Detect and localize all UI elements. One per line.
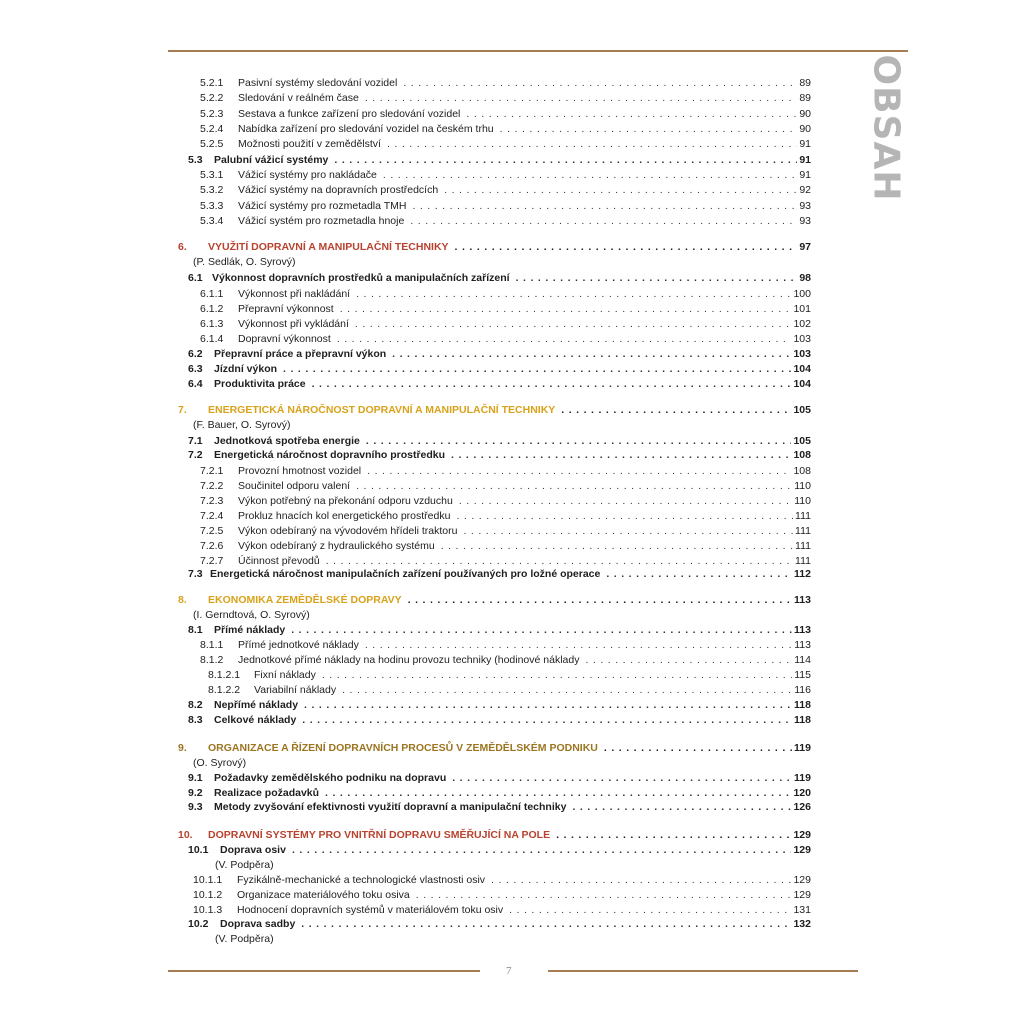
author-line: (V. Podpěra) bbox=[215, 933, 274, 945]
dot-leader bbox=[410, 215, 797, 227]
toc-page-number: 111 bbox=[795, 540, 811, 552]
toc-title: DOPRAVNÍ SYSTÉMY PRO VNITŘNÍ DOPRAVU SMĚŘUJÍCÍ NA POLE bbox=[208, 829, 551, 841]
toc-page-number: 98 bbox=[799, 272, 811, 284]
toc-page-number: 129 bbox=[793, 874, 811, 886]
dot-leader bbox=[283, 363, 791, 375]
toc-title: ENERGETICKÁ NÁROČNOST DOPRAVNÍ A MANIPULAČNÍ TECHNIKY bbox=[208, 404, 556, 416]
dot-leader bbox=[416, 889, 792, 901]
toc-number: 8.1.2.1 bbox=[208, 669, 241, 681]
toc-number: 8.2 bbox=[188, 699, 203, 711]
toc-page-number: 90 bbox=[799, 108, 811, 120]
toc-section[interactable] bbox=[188, 449, 811, 463]
side-title: OBSAH bbox=[865, 54, 907, 202]
toc-number: 7.2.7 bbox=[200, 555, 224, 567]
toc-page-number: 100 bbox=[793, 288, 811, 300]
dot-leader bbox=[301, 918, 791, 930]
toc-page-number: 114 bbox=[794, 654, 811, 666]
toc-page-number: 91 bbox=[799, 138, 811, 150]
toc-title: Výkonnost při nakládání bbox=[238, 288, 351, 300]
toc-page-number: 108 bbox=[793, 449, 811, 461]
toc-page-number: 104 bbox=[793, 378, 811, 390]
top-rule bbox=[168, 50, 908, 52]
toc-page-number: 104 bbox=[793, 363, 811, 375]
toc-page-number: 111 bbox=[795, 525, 811, 537]
toc-title: Součinitel odporu valení bbox=[238, 480, 351, 492]
toc-number: 7.2 bbox=[188, 449, 203, 461]
toc-number: 10.1.1 bbox=[193, 874, 223, 886]
bottom-rule-right bbox=[548, 970, 858, 972]
dot-leader bbox=[366, 435, 792, 447]
toc-page-number: 102 bbox=[793, 318, 811, 330]
toc-title: Vážicí systémy pro rozmetadla TMH bbox=[238, 200, 407, 212]
toc-title: ORGANIZACE A ŘÍZENÍ DOPRAVNÍCH PROCESŮ V ZEMĚDĚLSKÉM PODNIKU bbox=[208, 742, 598, 754]
toc-title: EKONOMIKA ZEMĚDĚLSKÉ DOPRAVY bbox=[208, 594, 402, 606]
toc-page-number: 89 bbox=[799, 92, 811, 104]
dot-leader bbox=[342, 684, 792, 696]
toc-title: Energetická náročnost manipulačních zařízení používaných pro ložné operace bbox=[210, 568, 601, 580]
dot-leader bbox=[516, 272, 798, 284]
dot-leader bbox=[606, 568, 792, 580]
toc-subsection[interactable] bbox=[200, 215, 811, 229]
toc-number: 10. bbox=[178, 829, 193, 841]
toc-subsection[interactable] bbox=[200, 510, 811, 524]
toc-title: Účinnost převodů bbox=[238, 555, 320, 567]
toc-page-number: 91 bbox=[799, 154, 811, 166]
toc-title: Výkonnost dopravních prostředků a manipulačních zařízení bbox=[212, 272, 510, 284]
toc-title: Dopravní výkonnost bbox=[238, 333, 331, 345]
toc-title: Hodnocení dopravních systémů v materiálovém toku osiv bbox=[237, 904, 504, 916]
dot-leader bbox=[459, 495, 792, 507]
toc-page-number: 92 bbox=[799, 184, 811, 196]
toc-number: 10.1.3 bbox=[193, 904, 223, 916]
toc-number: 7.3 bbox=[188, 568, 203, 580]
toc-section[interactable] bbox=[188, 699, 811, 713]
toc-number: 6.1.4 bbox=[200, 333, 224, 345]
dot-leader bbox=[500, 123, 798, 135]
dot-leader bbox=[365, 92, 797, 104]
toc-page-number: 129 bbox=[793, 829, 811, 841]
toc-subsection[interactable] bbox=[200, 77, 811, 91]
dot-leader bbox=[334, 154, 797, 166]
toc-subsection[interactable] bbox=[200, 92, 811, 106]
toc-page-number: 101 bbox=[793, 303, 811, 315]
toc-title: Provozní hmotnost vozidel bbox=[238, 465, 362, 477]
toc-number: 8.1.2.2 bbox=[208, 684, 241, 696]
toc-title: Jednotkové přímé náklady na hodinu provozu techniky (hodinové náklady bbox=[238, 654, 580, 666]
dot-leader bbox=[302, 714, 792, 726]
toc-subsection[interactable] bbox=[200, 200, 811, 214]
toc-subsection[interactable] bbox=[200, 654, 811, 668]
author-line: (P. Sedlák, O. Syrový) bbox=[193, 256, 296, 268]
toc-subsection[interactable] bbox=[200, 639, 811, 653]
dot-leader bbox=[326, 555, 793, 567]
toc-subsection[interactable] bbox=[200, 465, 811, 479]
toc-subsection[interactable] bbox=[193, 889, 811, 903]
toc-title: Organizace materiálového toku osiva bbox=[237, 889, 410, 901]
toc-number: 10.1 bbox=[188, 844, 209, 856]
dot-leader bbox=[356, 480, 792, 492]
toc-section[interactable] bbox=[188, 624, 811, 638]
toc-title: Realizace požadavků bbox=[214, 787, 320, 799]
toc-title: Výkon odebíraný na vývodovém hřídeli traktoru bbox=[238, 525, 458, 537]
dot-leader bbox=[452, 772, 792, 784]
toc-page-number: 105 bbox=[793, 404, 811, 416]
toc-subsection[interactable] bbox=[200, 540, 811, 554]
toc-number: 6. bbox=[178, 241, 187, 253]
toc-title: Palubní vážicí systémy bbox=[214, 154, 329, 166]
toc-number: 8. bbox=[178, 594, 187, 606]
dot-leader bbox=[441, 540, 793, 552]
dot-leader bbox=[561, 404, 791, 416]
toc-number: 5.3.3 bbox=[200, 200, 224, 212]
toc-subsection[interactable] bbox=[200, 108, 811, 122]
toc-number: 7.1 bbox=[188, 435, 203, 447]
toc-page-number: 120 bbox=[793, 787, 811, 799]
toc-page-number: 129 bbox=[793, 844, 811, 856]
toc-subsection[interactable] bbox=[200, 123, 811, 137]
author-line: (O. Syrový) bbox=[193, 757, 247, 769]
toc-title: Vážicí systémy na dopravních prostředcích bbox=[238, 184, 439, 196]
toc-number: 5.2.2 bbox=[200, 92, 224, 104]
toc-number: 5.2.4 bbox=[200, 123, 224, 135]
toc-subsection[interactable] bbox=[200, 184, 811, 198]
toc-section[interactable] bbox=[188, 363, 811, 377]
toc-number: 5.2.5 bbox=[200, 138, 224, 150]
toc-number: 6.1.2 bbox=[200, 303, 224, 315]
dot-leader bbox=[367, 465, 791, 477]
toc-number: 9.3 bbox=[188, 801, 203, 813]
toc-number: 5.2.3 bbox=[200, 108, 224, 120]
toc-subsection[interactable] bbox=[200, 303, 811, 317]
toc-page-number: 97 bbox=[799, 241, 811, 253]
toc-page-number: 112 bbox=[794, 568, 811, 580]
dot-leader bbox=[556, 829, 791, 841]
toc-number: 7. bbox=[178, 404, 187, 416]
toc-number: 9. bbox=[178, 742, 187, 754]
toc-title: Produktivita práce bbox=[214, 378, 306, 390]
toc-number: 5.3.2 bbox=[200, 184, 224, 196]
toc-subsection[interactable] bbox=[200, 333, 811, 347]
dot-leader bbox=[456, 510, 793, 522]
toc-page-number: 108 bbox=[793, 465, 811, 477]
dot-leader bbox=[444, 184, 797, 196]
toc-number: 7.2.5 bbox=[200, 525, 224, 537]
toc-number: 10.2 bbox=[188, 918, 209, 930]
toc-chapter[interactable] bbox=[178, 241, 811, 255]
toc-number: 6.1.1 bbox=[200, 288, 224, 300]
toc-section[interactable] bbox=[188, 787, 811, 801]
dot-leader bbox=[572, 801, 791, 813]
toc-title: VYUŽITÍ DOPRAVNÍ A MANIPULAČNÍ TECHNIKY bbox=[208, 241, 449, 253]
bottom-rule-left bbox=[168, 970, 480, 972]
toc-page-number: 118 bbox=[794, 714, 811, 726]
toc-section[interactable] bbox=[188, 714, 811, 728]
dot-leader bbox=[355, 318, 792, 330]
dot-leader bbox=[322, 669, 792, 681]
toc-subsection[interactable] bbox=[193, 874, 811, 888]
toc-page-number: 111 bbox=[795, 510, 811, 522]
toc-title: Přímé jednotkové náklady bbox=[238, 639, 359, 651]
toc-title: Výkon odebíraný z hydraulického systému bbox=[238, 540, 435, 552]
dot-leader bbox=[340, 303, 792, 315]
dot-leader bbox=[356, 288, 791, 300]
toc-title: Metody zvyšování efektivnosti využití dopravní a manipulační techniky bbox=[214, 801, 567, 813]
toc-subsection[interactable] bbox=[200, 480, 811, 494]
toc-subsection[interactable] bbox=[200, 495, 811, 509]
toc-subsection[interactable] bbox=[193, 904, 811, 918]
dot-leader bbox=[291, 624, 792, 636]
toc-title: Nabídka zařízení pro sledování vozidel na českém trhu bbox=[238, 123, 494, 135]
toc-section[interactable] bbox=[188, 801, 811, 815]
toc-page-number: 132 bbox=[793, 918, 811, 930]
toc-number: 8.1.2 bbox=[200, 654, 224, 666]
toc-page-number: 93 bbox=[799, 200, 811, 212]
toc-subsection[interactable] bbox=[200, 525, 811, 539]
toc-title: Sledování v reálném čase bbox=[238, 92, 359, 104]
toc-number: 6.1 bbox=[188, 272, 203, 284]
toc-title: Přepravní práce a přepravní výkon bbox=[214, 348, 387, 360]
dot-leader bbox=[403, 77, 797, 89]
toc-title: Přímé náklady bbox=[214, 624, 286, 636]
toc-title: Požadavky zemědělského podniku na dopravu bbox=[214, 772, 447, 784]
toc-page-number: 116 bbox=[794, 684, 811, 696]
toc-page-number: 111 bbox=[795, 555, 811, 567]
toc-chapter[interactable] bbox=[178, 742, 811, 756]
dot-leader bbox=[491, 874, 791, 886]
dot-leader bbox=[463, 525, 793, 537]
toc-title: Přepravní výkonnost bbox=[238, 303, 334, 315]
toc-page-number: 105 bbox=[793, 435, 811, 447]
toc-subsection[interactable] bbox=[200, 138, 811, 152]
dot-leader bbox=[304, 699, 792, 711]
toc-subsection[interactable] bbox=[200, 318, 811, 332]
toc-page-number: 113 bbox=[794, 594, 811, 606]
toc-page-number: 103 bbox=[793, 348, 811, 360]
toc-page-number: 110 bbox=[794, 495, 811, 507]
toc-number: 7.2.3 bbox=[200, 495, 224, 507]
toc-page-number: 131 bbox=[793, 904, 811, 916]
toc-number: 7.2.4 bbox=[200, 510, 224, 522]
toc-page-number: 115 bbox=[794, 669, 811, 681]
toc-number: 9.2 bbox=[188, 787, 203, 799]
dot-leader bbox=[455, 241, 798, 253]
dot-leader bbox=[292, 844, 792, 856]
dot-leader bbox=[466, 108, 797, 120]
toc-page-number: 119 bbox=[794, 772, 811, 784]
toc-number: 8.1.1 bbox=[200, 639, 224, 651]
toc-title: Doprava osiv bbox=[220, 844, 286, 856]
toc-section[interactable] bbox=[188, 272, 811, 286]
dot-leader bbox=[412, 200, 797, 212]
toc-title: Celkové náklady bbox=[214, 714, 297, 726]
dot-leader bbox=[585, 654, 792, 666]
toc-section[interactable] bbox=[188, 918, 811, 932]
author-line: (I. Gerndtová, O. Syrový) bbox=[193, 609, 310, 621]
dot-leader bbox=[451, 449, 791, 461]
toc-page-number: 119 bbox=[794, 742, 811, 754]
toc-title: Výkonnost při vykládání bbox=[238, 318, 349, 330]
dot-leader bbox=[365, 639, 792, 651]
toc-subsection[interactable] bbox=[200, 169, 811, 183]
toc-title: Variabilní náklady bbox=[254, 684, 337, 696]
toc-number: 10.1.2 bbox=[193, 889, 223, 901]
toc-section[interactable] bbox=[188, 844, 811, 858]
toc-number: 7.2.1 bbox=[200, 465, 224, 477]
toc-title: Sestava a funkce zařízení pro sledování vozidel bbox=[238, 108, 461, 120]
toc-number: 8.1 bbox=[188, 624, 203, 636]
toc-title: Pasivní systémy sledování vozidel bbox=[238, 77, 398, 89]
toc-page-number: 93 bbox=[799, 215, 811, 227]
toc-page-number: 91 bbox=[799, 169, 811, 181]
dot-leader bbox=[383, 169, 797, 181]
toc-chapter[interactable] bbox=[178, 829, 811, 843]
dot-leader bbox=[604, 742, 792, 754]
dot-leader bbox=[392, 348, 791, 360]
toc-title: Fyzikálně-mechanické a technologické vlastnosti osiv bbox=[237, 874, 486, 886]
toc-section[interactable] bbox=[188, 435, 811, 449]
toc-chapter[interactable] bbox=[178, 404, 811, 418]
toc-number: 7.2.2 bbox=[200, 480, 224, 492]
toc-title: Prokluz hnacích kol energetického prostředku bbox=[238, 510, 451, 522]
toc-subsection[interactable] bbox=[208, 669, 811, 683]
dot-leader bbox=[408, 594, 792, 606]
toc-section[interactable] bbox=[188, 568, 811, 582]
toc-title: Výkon potřebný na překonání odporu vzduchu bbox=[238, 495, 453, 507]
toc-title: Nepřímé náklady bbox=[214, 699, 299, 711]
dot-leader bbox=[509, 904, 791, 916]
author-line: (F. Bauer, O. Syrový) bbox=[193, 419, 291, 431]
toc-number: 8.3 bbox=[188, 714, 203, 726]
dot-leader bbox=[387, 138, 797, 150]
toc-page-number: 90 bbox=[799, 123, 811, 135]
toc-title: Fixní náklady bbox=[254, 669, 316, 681]
toc-page-number: 103 bbox=[793, 333, 811, 345]
toc-section[interactable] bbox=[188, 348, 811, 362]
toc-page-number: 126 bbox=[793, 801, 811, 813]
toc-number: 7.2.6 bbox=[200, 540, 224, 552]
toc-section[interactable] bbox=[188, 378, 811, 392]
toc-number: 5.3.1 bbox=[200, 169, 224, 181]
toc-subsection[interactable] bbox=[208, 684, 811, 698]
toc-chapter[interactable] bbox=[178, 594, 811, 608]
toc-number: 6.3 bbox=[188, 363, 203, 375]
toc-subsection[interactable] bbox=[200, 288, 811, 302]
toc-number: 5.3.4 bbox=[200, 215, 224, 227]
toc-number: 5.3 bbox=[188, 154, 203, 166]
toc-page-number: 113 bbox=[794, 639, 811, 651]
toc-subsection[interactable] bbox=[200, 555, 811, 569]
toc-page-number: 129 bbox=[793, 889, 811, 901]
toc-title: Možnosti použití v zemědělství bbox=[238, 138, 381, 150]
toc-page-number: 113 bbox=[794, 624, 811, 636]
toc-number: 6.4 bbox=[188, 378, 203, 390]
page-number: 7 bbox=[506, 965, 512, 977]
toc-section[interactable] bbox=[188, 154, 811, 168]
toc-title: Doprava sadby bbox=[220, 918, 296, 930]
toc-title: Energetická náročnost dopravního prostředku bbox=[214, 449, 446, 461]
dot-leader bbox=[312, 378, 792, 390]
toc-page-number: 110 bbox=[794, 480, 811, 492]
toc-page-number: 118 bbox=[794, 699, 811, 711]
toc-number: 9.1 bbox=[188, 772, 203, 784]
toc-number: 6.1.3 bbox=[200, 318, 224, 330]
toc-title: Jednotková spotřeba energie bbox=[214, 435, 360, 447]
dot-leader bbox=[337, 333, 792, 345]
author-line: (V. Podpěra) bbox=[215, 859, 274, 871]
toc-page-number: 89 bbox=[799, 77, 811, 89]
toc-number: 6.2 bbox=[188, 348, 203, 360]
toc-title: Jízdní výkon bbox=[214, 363, 278, 375]
toc-title: Vážicí systémy pro nakládače bbox=[238, 169, 377, 181]
toc-section[interactable] bbox=[188, 772, 811, 786]
toc-title: Vážicí systém pro rozmetadla hnoje bbox=[238, 215, 405, 227]
toc-number: 5.2.1 bbox=[200, 77, 224, 89]
dot-leader bbox=[325, 787, 791, 799]
